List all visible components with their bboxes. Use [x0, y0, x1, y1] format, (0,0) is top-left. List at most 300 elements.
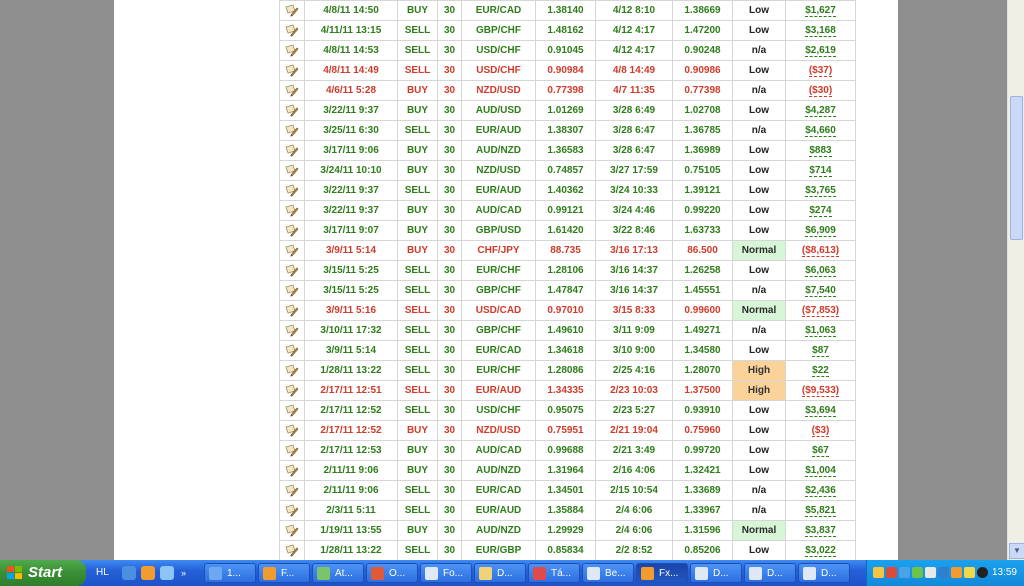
trade-type-cell: SELL	[398, 61, 438, 81]
open-price-cell: 1.34335	[536, 381, 596, 401]
open-price-cell: 1.38307	[536, 121, 596, 141]
clock: 13:59	[991, 567, 1017, 578]
profit-loss-link[interactable]: $1,627	[805, 5, 836, 16]
document-icon	[803, 567, 816, 580]
risk-level-cell: High	[733, 361, 786, 381]
profit-loss-link[interactable]: $2,619	[805, 45, 836, 56]
pencil-note-icon[interactable]	[285, 504, 299, 517]
trade-detail-icon-cell[interactable]	[280, 21, 305, 41]
ie-icon[interactable]	[122, 566, 136, 580]
close-time-cell: 3/27 17:59	[596, 161, 673, 181]
profit-loss-cell	[786, 61, 856, 81]
open-time-cell: 3/10/11 17:32	[305, 321, 398, 341]
trade-detail-icon-cell[interactable]	[280, 141, 305, 161]
pencil-note-icon[interactable]	[285, 84, 299, 97]
lot-size-cell: 30	[438, 401, 462, 421]
profit-loss-link[interactable]: $714	[809, 165, 832, 176]
risk-level-cell: Low	[733, 21, 786, 41]
taskbar-button[interactable]	[312, 563, 364, 583]
open-price-cell: 1.40362	[536, 181, 596, 201]
trade-row	[280, 461, 856, 481]
risk-level-cell: Low	[733, 441, 786, 461]
currency-pair-cell: USD/CHF	[462, 61, 536, 81]
close-time-cell: 3/24 4:46	[596, 201, 673, 221]
currency-pair-cell: USD/CHF	[462, 41, 536, 61]
profit-loss-link[interactable]: $4,287	[805, 105, 836, 116]
open-price-cell: 1.34501	[536, 481, 596, 501]
trade-type-cell: SELL	[398, 181, 438, 201]
profit-loss-link[interactable]: ($9,533)	[801, 385, 840, 396]
close-time-cell: 4/12 4:17	[596, 41, 673, 61]
firefox-icon	[641, 567, 654, 580]
trade-row	[280, 401, 856, 421]
trade-detail-icon-cell[interactable]	[280, 541, 305, 561]
trade-detail-icon-cell[interactable]	[280, 41, 305, 61]
trade-detail-icon-cell[interactable]	[280, 221, 305, 241]
taskbar-button[interactable]	[798, 563, 850, 583]
risk-level-cell: High	[733, 381, 786, 401]
lot-size-cell: 30	[438, 161, 462, 181]
pencil-note-icon[interactable]	[285, 304, 299, 317]
profit-loss-link[interactable]: $3,765	[805, 185, 836, 196]
profit-loss-cell	[786, 121, 856, 141]
trade-detail-icon-cell[interactable]	[280, 321, 305, 341]
profit-loss-link[interactable]: $3,837	[805, 525, 836, 536]
risk-level-cell: Low	[733, 461, 786, 481]
risk-level-cell: Low	[733, 201, 786, 221]
profit-loss-link[interactable]: $3,022	[805, 545, 836, 556]
trade-type-cell: BUY	[398, 1, 438, 21]
taskbar-button-label: D...	[497, 568, 513, 579]
risk-level-cell: Low	[733, 261, 786, 281]
taskbar-button-label: F...	[281, 568, 295, 579]
windows-logo-icon	[7, 566, 23, 580]
trade-row	[280, 221, 856, 241]
close-price-cell: 1.63733	[673, 221, 733, 241]
taskbar-button[interactable]	[204, 563, 256, 583]
taskbar-button[interactable]	[258, 563, 310, 583]
open-time-cell: 2/11/11 9:06	[305, 461, 398, 481]
lot-size-cell: 30	[438, 381, 462, 401]
open-price-cell: 0.97010	[536, 301, 596, 321]
taskbar-button-label: Tá...	[551, 568, 572, 579]
pencil-note-icon[interactable]	[285, 124, 299, 137]
profit-loss-cell	[786, 1, 856, 21]
close-time-cell: 3/15 8:33	[596, 301, 673, 321]
folder-icon	[479, 567, 492, 580]
close-time-cell: 2/4 6:06	[596, 501, 673, 521]
currency-pair-cell: NZD/USD	[462, 421, 536, 441]
risk-level-cell: n/a	[733, 121, 786, 141]
taskbar-button-label: D...	[713, 568, 729, 579]
risk-level-cell: Low	[733, 1, 786, 21]
lot-size-cell: 30	[438, 201, 462, 221]
close-price-cell: 1.31596	[673, 521, 733, 541]
tray-icon[interactable]	[964, 567, 975, 578]
open-time-cell: 1/28/11 13:22	[305, 361, 398, 381]
open-time-cell: 3/9/11 5:14	[305, 341, 398, 361]
trade-row	[280, 1, 856, 21]
trade-row	[280, 281, 856, 301]
risk-level-cell: Low	[733, 181, 786, 201]
scroll-down-arrow-icon[interactable]: ▼	[1009, 543, 1024, 559]
profit-loss-link[interactable]: $274	[809, 205, 832, 216]
currency-pair-cell: GBP/USD	[462, 221, 536, 241]
media-icon[interactable]	[160, 566, 174, 580]
close-price-cell: 1.33689	[673, 481, 733, 501]
open-price-cell: 1.36583	[536, 141, 596, 161]
trade-type-cell: BUY	[398, 421, 438, 441]
browser-page	[114, 0, 898, 560]
trade-detail-icon-cell[interactable]	[280, 361, 305, 381]
open-time-cell: 3/22/11 9:37	[305, 181, 398, 201]
currency-pair-cell: AUD/CAD	[462, 441, 536, 461]
currency-pair-cell: GBP/CHF	[462, 21, 536, 41]
risk-level-cell: Low	[733, 161, 786, 181]
tray-icon[interactable]	[925, 567, 936, 578]
pencil-note-icon[interactable]	[285, 284, 299, 297]
pencil-note-icon[interactable]	[285, 144, 299, 157]
lot-size-cell: 30	[438, 321, 462, 341]
open-price-cell: 1.01269	[536, 101, 596, 121]
open-time-cell: 3/25/11 6:30	[305, 121, 398, 141]
profit-loss-cell	[786, 421, 856, 441]
close-time-cell: 3/10 9:00	[596, 341, 673, 361]
pencil-note-icon[interactable]	[285, 264, 299, 277]
profit-loss-cell	[786, 481, 856, 501]
trade-row	[280, 161, 856, 181]
vertical-scrollbar[interactable]	[1007, 0, 1024, 560]
currency-pair-cell: EUR/GBP	[462, 541, 536, 561]
trade-row	[280, 301, 856, 321]
profit-loss-link[interactable]: ($37)	[808, 65, 833, 76]
profit-loss-link[interactable]: $22	[812, 365, 829, 376]
trade-row	[280, 501, 856, 521]
pencil-note-icon[interactable]	[285, 224, 299, 237]
profit-loss-cell	[786, 401, 856, 421]
close-time-cell: 2/21 19:04	[596, 421, 673, 441]
lot-size-cell: 30	[438, 541, 462, 561]
lot-size-cell: 30	[438, 441, 462, 461]
taskbar-button-label: Fo...	[443, 568, 464, 579]
close-price-cell: 0.93910	[673, 401, 733, 421]
lot-size-cell: 30	[438, 421, 462, 441]
currency-pair-cell: EUR/AUD	[462, 121, 536, 141]
lot-size-cell: 30	[438, 21, 462, 41]
currency-pair-cell: AUD/NZD	[462, 521, 536, 541]
open-time-cell: 3/15/11 5:25	[305, 281, 398, 301]
open-time-cell: 3/24/11 10:10	[305, 161, 398, 181]
trade-type-cell: BUY	[398, 521, 438, 541]
pencil-note-icon[interactable]	[285, 524, 299, 537]
taskbar-button[interactable]	[528, 563, 580, 583]
trade-detail-icon-cell[interactable]	[280, 81, 305, 101]
open-price-cell: 0.77398	[536, 81, 596, 101]
profit-loss-link[interactable]: $883	[809, 145, 832, 156]
trade-type-cell: SELL	[398, 381, 438, 401]
close-time-cell: 3/28 6:47	[596, 141, 673, 161]
currency-pair-cell: AUD/CAD	[462, 201, 536, 221]
trade-detail-icon-cell[interactable]	[280, 281, 305, 301]
taskbar-button-label: 1...	[227, 568, 241, 579]
open-time-cell: 1/19/11 13:55	[305, 521, 398, 541]
lot-size-cell: 30	[438, 261, 462, 281]
open-time-cell: 1/28/11 13:22	[305, 541, 398, 561]
trade-detail-icon-cell[interactable]	[280, 341, 305, 361]
start-button[interactable]	[0, 560, 86, 586]
trade-row	[280, 41, 856, 61]
trade-detail-icon-cell[interactable]	[280, 161, 305, 181]
pencil-note-icon[interactable]	[285, 544, 299, 557]
trade-detail-icon-cell[interactable]	[280, 421, 305, 441]
risk-level-cell: Low	[733, 141, 786, 161]
profit-loss-cell	[786, 241, 856, 261]
risk-level-cell: n/a	[733, 501, 786, 521]
profit-loss-link[interactable]: ($7,853)	[801, 305, 840, 316]
taskbar-button-label: D...	[767, 568, 783, 579]
open-price-cell: 1.35884	[536, 501, 596, 521]
trade-type-cell: SELL	[398, 41, 438, 61]
open-price-cell: 1.29929	[536, 521, 596, 541]
trade-row	[280, 181, 856, 201]
pencil-note-icon[interactable]	[285, 104, 299, 117]
pencil-note-icon[interactable]	[285, 244, 299, 257]
firefox-icon[interactable]	[141, 566, 155, 580]
pencil-note-icon[interactable]	[285, 204, 299, 217]
currency-pair-cell: EUR/CHF	[462, 261, 536, 281]
close-price-cell: 0.99720	[673, 441, 733, 461]
close-price-cell: 0.99600	[673, 301, 733, 321]
tray-icon[interactable]	[873, 567, 884, 578]
profit-loss-link[interactable]: ($3)	[811, 425, 830, 436]
close-price-cell: 1.37500	[673, 381, 733, 401]
close-time-cell: 3/28 6:47	[596, 121, 673, 141]
scrollbar-thumb[interactable]	[1010, 96, 1023, 240]
quicklaunch-more-icon[interactable]: »	[181, 568, 187, 578]
open-time-cell: 3/9/11 5:14	[305, 241, 398, 261]
taskbar-button[interactable]	[744, 563, 796, 583]
trade-type-cell: SELL	[398, 281, 438, 301]
lot-size-cell: 30	[438, 1, 462, 21]
currency-pair-cell: USD/CAD	[462, 301, 536, 321]
lot-size-cell: 30	[438, 481, 462, 501]
open-price-cell: 1.34618	[536, 341, 596, 361]
tray-icon[interactable]	[899, 567, 910, 578]
trade-detail-icon-cell[interactable]	[280, 201, 305, 221]
profit-loss-cell	[786, 181, 856, 201]
open-time-cell: 3/9/11 5:16	[305, 301, 398, 321]
pencil-note-icon[interactable]	[285, 184, 299, 197]
close-price-cell: 0.90248	[673, 41, 733, 61]
close-time-cell: 3/28 6:49	[596, 101, 673, 121]
profit-loss-cell	[786, 521, 856, 541]
open-time-cell: 2/17/11 12:53	[305, 441, 398, 461]
profit-loss-link[interactable]: $7,540	[805, 285, 836, 296]
lot-size-cell: 30	[438, 41, 462, 61]
profit-loss-cell	[786, 221, 856, 241]
trade-row	[280, 381, 856, 401]
pencil-note-icon[interactable]	[285, 324, 299, 337]
taskbar-button[interactable]	[636, 563, 688, 583]
tray-icon[interactable]	[951, 567, 962, 578]
currency-pair-cell: AUD/NZD	[462, 461, 536, 481]
trade-detail-icon-cell[interactable]	[280, 521, 305, 541]
close-time-cell: 3/24 10:33	[596, 181, 673, 201]
profit-loss-cell	[786, 81, 856, 101]
trade-type-cell: SELL	[398, 321, 438, 341]
trade-detail-icon-cell[interactable]	[280, 261, 305, 281]
risk-level-cell: n/a	[733, 281, 786, 301]
pencil-note-icon[interactable]	[285, 4, 299, 17]
close-time-cell: 4/12 8:10	[596, 1, 673, 21]
pencil-note-icon[interactable]	[285, 444, 299, 457]
close-price-cell: 1.34580	[673, 341, 733, 361]
currency-pair-cell: EUR/AUD	[462, 381, 536, 401]
open-price-cell: 0.75951	[536, 421, 596, 441]
close-time-cell: 4/8 14:49	[596, 61, 673, 81]
trade-type-cell: BUY	[398, 221, 438, 241]
profit-loss-link[interactable]: $4,660	[805, 125, 836, 136]
trade-type-cell: SELL	[398, 501, 438, 521]
open-time-cell: 4/11/11 13:15	[305, 21, 398, 41]
trade-detail-icon-cell[interactable]	[280, 241, 305, 261]
trade-row	[280, 541, 856, 561]
trades-table-body	[280, 1, 856, 561]
open-price-cell: 0.99688	[536, 441, 596, 461]
trade-row	[280, 321, 856, 341]
document-icon	[425, 567, 438, 580]
close-time-cell: 2/15 10:54	[596, 481, 673, 501]
pencil-note-icon[interactable]	[285, 164, 299, 177]
trade-detail-icon-cell[interactable]	[280, 181, 305, 201]
open-price-cell: 0.99121	[536, 201, 596, 221]
open-time-cell: 3/17/11 9:07	[305, 221, 398, 241]
close-time-cell: 3/11 9:09	[596, 321, 673, 341]
tray-icon[interactable]	[977, 567, 988, 578]
close-time-cell: 2/4 6:06	[596, 521, 673, 541]
trade-detail-icon-cell[interactable]	[280, 401, 305, 421]
profit-loss-cell	[786, 281, 856, 301]
pencil-note-icon[interactable]	[285, 344, 299, 357]
lot-size-cell: 30	[438, 121, 462, 141]
profit-loss-link[interactable]: ($30)	[808, 85, 833, 96]
tray-icon[interactable]	[912, 567, 923, 578]
profit-loss-link[interactable]: $3,168	[805, 25, 836, 36]
risk-level-cell: Low	[733, 221, 786, 241]
taskbar-button-label: Fx...	[659, 568, 679, 579]
close-time-cell: 4/12 4:17	[596, 21, 673, 41]
profit-loss-link[interactable]: $87	[812, 345, 829, 356]
taskbar-button[interactable]	[690, 563, 742, 583]
lot-size-cell: 30	[438, 501, 462, 521]
profit-loss-link[interactable]: $1,004	[805, 465, 836, 476]
pencil-note-icon[interactable]	[285, 384, 299, 397]
quicklaunch-text: HL	[96, 567, 109, 578]
trade-detail-icon-cell[interactable]	[280, 121, 305, 141]
profit-loss-link[interactable]: $6,063	[805, 265, 836, 276]
trade-detail-icon-cell[interactable]	[280, 101, 305, 121]
trade-type-cell: BUY	[398, 161, 438, 181]
profit-loss-link[interactable]: $5,821	[805, 505, 836, 516]
trade-detail-icon-cell[interactable]	[280, 501, 305, 521]
profit-loss-link[interactable]: $1,063	[805, 325, 836, 336]
profit-loss-cell	[786, 441, 856, 461]
profit-loss-link[interactable]: $3,694	[805, 405, 836, 416]
trade-row	[280, 21, 856, 41]
profit-loss-link[interactable]: ($8,613)	[801, 245, 840, 256]
taskbar-button[interactable]	[474, 563, 526, 583]
trade-detail-icon-cell[interactable]	[280, 301, 305, 321]
pencil-note-icon[interactable]	[285, 464, 299, 477]
pencil-note-icon[interactable]	[285, 24, 299, 37]
close-price-cell: 1.39121	[673, 181, 733, 201]
risk-level-cell: Low	[733, 341, 786, 361]
profit-loss-link[interactable]: $6,909	[805, 225, 836, 236]
tray-icon[interactable]	[938, 567, 949, 578]
taskbar-button-label: At...	[335, 568, 353, 579]
profit-loss-cell	[786, 361, 856, 381]
profit-loss-cell	[786, 461, 856, 481]
trade-detail-icon-cell[interactable]	[280, 461, 305, 481]
currency-pair-cell: EUR/CAD	[462, 1, 536, 21]
trade-detail-icon-cell[interactable]	[280, 381, 305, 401]
open-time-cell: 2/3/11 5:11	[305, 501, 398, 521]
trade-type-cell: BUY	[398, 101, 438, 121]
close-price-cell: 0.77398	[673, 81, 733, 101]
pencil-note-icon[interactable]	[285, 404, 299, 417]
currency-pair-cell: EUR/AUD	[462, 501, 536, 521]
lot-size-cell: 30	[438, 521, 462, 541]
lot-size-cell: 30	[438, 141, 462, 161]
pencil-note-icon[interactable]	[285, 64, 299, 77]
trade-row	[280, 201, 856, 221]
risk-level-cell: Low	[733, 401, 786, 421]
trade-detail-icon-cell[interactable]	[280, 481, 305, 501]
currency-pair-cell: CHF/JPY	[462, 241, 536, 261]
lot-size-cell: 30	[438, 81, 462, 101]
close-time-cell: 2/23 10:03	[596, 381, 673, 401]
close-price-cell: 1.47200	[673, 21, 733, 41]
trade-type-cell: SELL	[398, 481, 438, 501]
pencil-note-icon[interactable]	[285, 484, 299, 497]
taskbar-button[interactable]	[582, 563, 634, 583]
tray-icon[interactable]	[886, 567, 897, 578]
open-time-cell: 3/22/11 9:37	[305, 201, 398, 221]
window-icon	[209, 567, 222, 580]
trade-detail-icon-cell[interactable]	[280, 61, 305, 81]
taskbar-button[interactable]	[420, 563, 472, 583]
open-price-cell: 1.28106	[536, 261, 596, 281]
trade-detail-icon-cell[interactable]	[280, 441, 305, 461]
lot-size-cell: 30	[438, 101, 462, 121]
risk-level-cell: Normal	[733, 301, 786, 321]
pencil-note-icon[interactable]	[285, 364, 299, 377]
close-time-cell: 4/7 11:35	[596, 81, 673, 101]
open-price-cell: 1.61420	[536, 221, 596, 241]
trade-type-cell: BUY	[398, 141, 438, 161]
close-price-cell: 86.500	[673, 241, 733, 261]
profit-loss-cell	[786, 161, 856, 181]
trade-detail-icon-cell[interactable]	[280, 1, 305, 21]
profit-loss-link[interactable]: $2,436	[805, 485, 836, 496]
pencil-note-icon[interactable]	[285, 44, 299, 57]
close-price-cell: 1.32421	[673, 461, 733, 481]
taskbar-button[interactable]	[366, 563, 418, 583]
open-price-cell: 1.38140	[536, 1, 596, 21]
trade-row	[280, 81, 856, 101]
pencil-note-icon[interactable]	[285, 424, 299, 437]
profit-loss-link[interactable]: $67	[812, 445, 829, 456]
